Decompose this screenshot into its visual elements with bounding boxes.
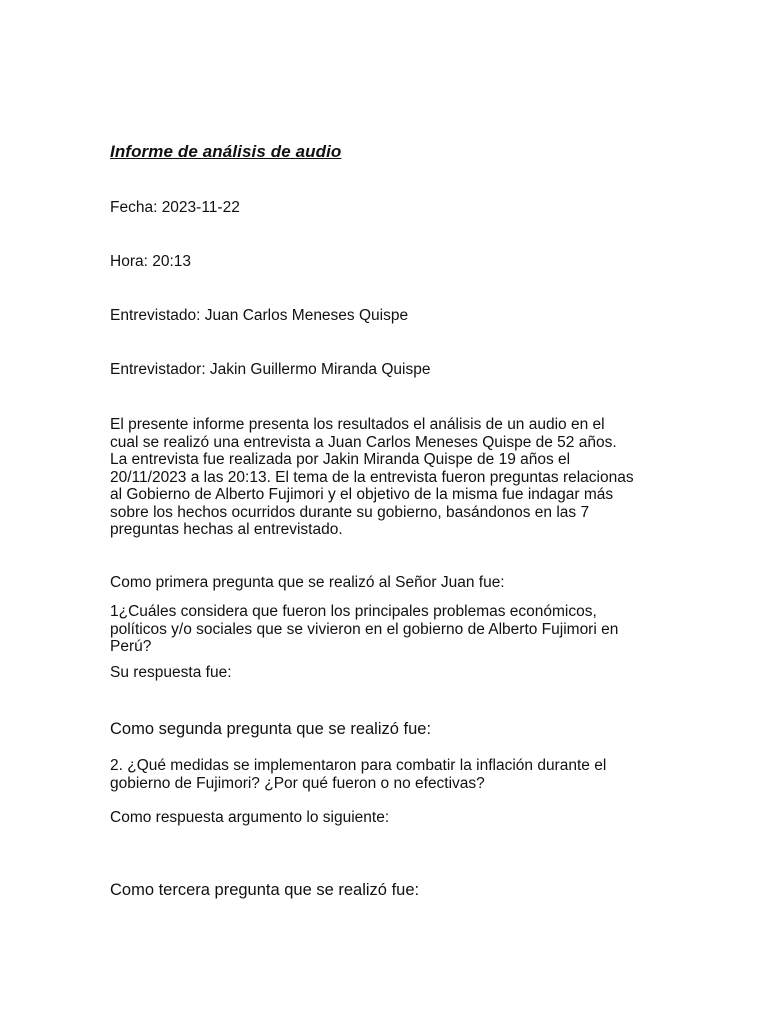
intro-line: al Gobierno de Alberto Fujimori y el objetivo de la misma fue indagar más <box>110 486 614 503</box>
intro-line: El presente informe presenta los resultados el análisis de un audio en el <box>110 416 605 433</box>
intro-paragraph <box>110 416 670 539</box>
intro-line: preguntas hechas al entrevistado. <box>110 521 343 538</box>
question-2-line: gobierno de Fujimori? ¿Por qué fueron o no efectivas? <box>110 774 485 792</box>
question-3-intro: Como tercera pregunta que se realizó fue: <box>110 881 420 899</box>
question-2 <box>110 757 670 792</box>
date-line: Fecha: 2023-11-22 <box>110 199 240 216</box>
question-1-line: 1¿Cuáles considera que fueron los principales problemas económicos, <box>110 603 597 620</box>
intro-line: sobre los hechos ocurridos durante su gobierno, basándonos en las 7 <box>110 503 590 521</box>
intro-line: cual se realizó una entrevista a Juan Carlos Meneses Quispe de 52 años. <box>110 433 617 451</box>
intro-line: 20/11/2023 a las 20:13. El tema de la entrevista fueron preguntas relacionas <box>110 468 634 486</box>
intro-line: La entrevista fue realizada por Jakin Miranda Quispe de 19 años el <box>110 451 571 468</box>
question-1 <box>110 603 670 656</box>
interviewer-line: Entrevistador: Jakin Guillermo Miranda Quispe <box>110 361 431 378</box>
document-title: Informe de análisis de audio <box>110 142 342 161</box>
question-1-answer-label: Su respuesta fue: <box>110 664 232 681</box>
question-1-line: políticos y/o sociales que se vivieron en el gobierno de Alberto Fujimori en <box>110 620 619 638</box>
question-1-line: Perú? <box>110 638 152 655</box>
interviewee-line: Entrevistado: Juan Carlos Meneses Quispe <box>110 307 409 324</box>
question-2-answer-label: Como respuesta argumento lo siguiente: <box>110 809 390 826</box>
question-2-intro: Como segunda pregunta que se realizó fue: <box>110 720 432 738</box>
time-line: Hora: 20:13 <box>110 253 191 270</box>
question-1-intro: Como primera pregunta que se realizó al Señor Juan fue: <box>110 574 505 591</box>
question-2-line: 2. ¿Qué medidas se implementaron para combatir la inflación durante el <box>110 757 607 774</box>
